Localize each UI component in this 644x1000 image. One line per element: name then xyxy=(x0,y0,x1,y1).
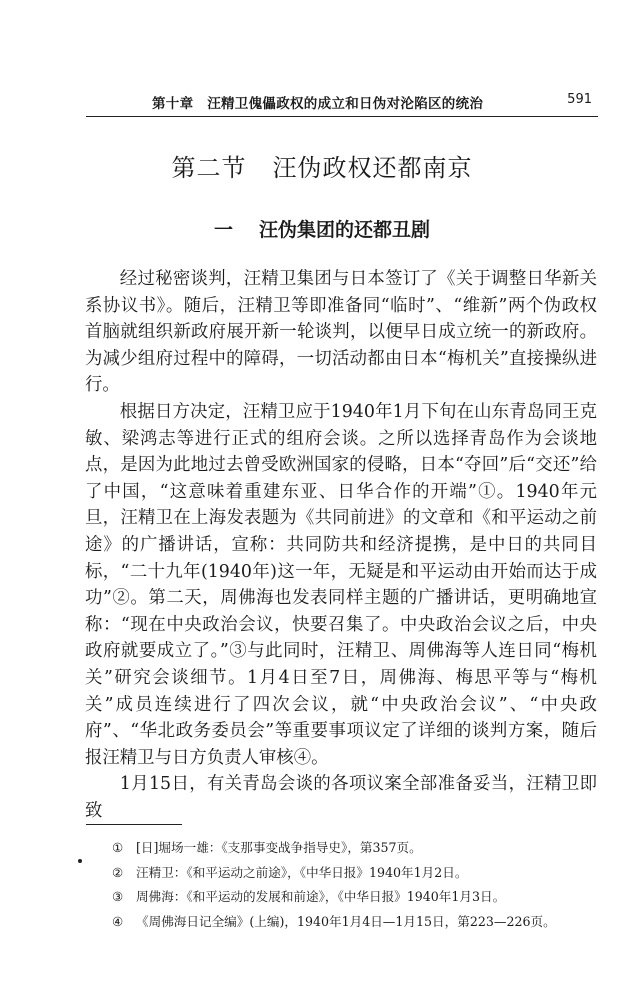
section-number: 第二节 xyxy=(171,154,247,182)
subsection-number: 一 xyxy=(213,219,233,241)
footnotes xyxy=(112,836,602,934)
paragraph: 1月15日，有关青岛会谈的各项议案全部准备妥当，汪精卫即致 xyxy=(85,774,597,821)
footnote-mark: ① xyxy=(112,840,124,855)
running-header xyxy=(86,84,598,117)
body-text xyxy=(85,266,597,824)
ink-dot xyxy=(78,859,82,863)
footnote-text: 汪精卫：《和平运动之前途》，《中华日报》1940年1月2日。 xyxy=(136,864,468,880)
section-heading xyxy=(0,148,644,183)
footnote-text: 周佛海：《和平运动的发展和前途》，《中华日报》1940年1月3日。 xyxy=(136,889,506,904)
footnote-mark: ③ xyxy=(112,889,124,904)
footnote-divider xyxy=(86,824,182,825)
section-title: 汪伪政权还都南京 xyxy=(272,154,473,182)
footnote xyxy=(112,885,602,910)
chapter-title: 第十章 汪精卫傀儡政权的成立和日伪对沦陷区的统治 xyxy=(152,96,484,112)
page-number: 591 xyxy=(567,92,592,107)
footnote-text: [日]堀场一雄：《支那事变战争指导史》，第357页。 xyxy=(136,840,422,855)
footnote-text: 《周佛海日记全编》(上编)，1940年1月4日—1月15日，第223—226页。 xyxy=(136,913,556,929)
footnote-mark: ④ xyxy=(112,913,124,929)
subsection-heading xyxy=(0,215,644,242)
footnote xyxy=(112,910,602,935)
subsection-title: 汪伪集团的还都丑剧 xyxy=(259,219,431,241)
paragraph: 经过秘密谈判，汪精卫集团与日本签订了《关于调整日华新关系协议书》。随后，汪精卫等即准备同“临时”、“维新”两个伪政权首脑就组织新政府展开新一轮谈判，以便早日成立统一的新政府。为减少组府过程中的障碍，一切活动都由日本“梅机关”直接操纵进行。 xyxy=(85,269,597,396)
paragraph: 根据日方决定，汪精卫应于1940年1月下旬在山东青岛同王克敏、梁鸿志等进行正式的组府会谈。之所以选择青岛作为会谈地点，是因为此地过去曾受欧洲国家的侵略，日本“夺回”后“交还”给了中国，“这意味着重建东亚、日华合作的开端”①。1940年元旦，汪精卫在上海发表题为《共同前进》的文章和《和平运动之前途》的广播讲话，宣称：共同防共和经济提携，是中日的共同目标，“二十九年(1940年)这一年，无疑是和平运动由开始而达于成功”②。第二天，周佛海也发表同样主题的广播讲话，更明确地宣称：“现在中央政治会议，快要召集了。中央政治会议之后，中央政府就要成立了。”③与此同时，汪精卫、周佛海等人连日同“梅机关”研究会谈细节。1月4日至7日，周佛海、梅思平等与“梅机关”成员连续进行了四次会议，就“中央政治会议”、“中央政府”、“华北政务委员会”等重要事项议定了详细的谈判方案，随后报汪精卫与日方负责人审核④。 xyxy=(85,401,597,768)
footnote xyxy=(112,861,602,886)
footnote xyxy=(112,836,602,861)
footnote-mark: ② xyxy=(112,864,124,880)
